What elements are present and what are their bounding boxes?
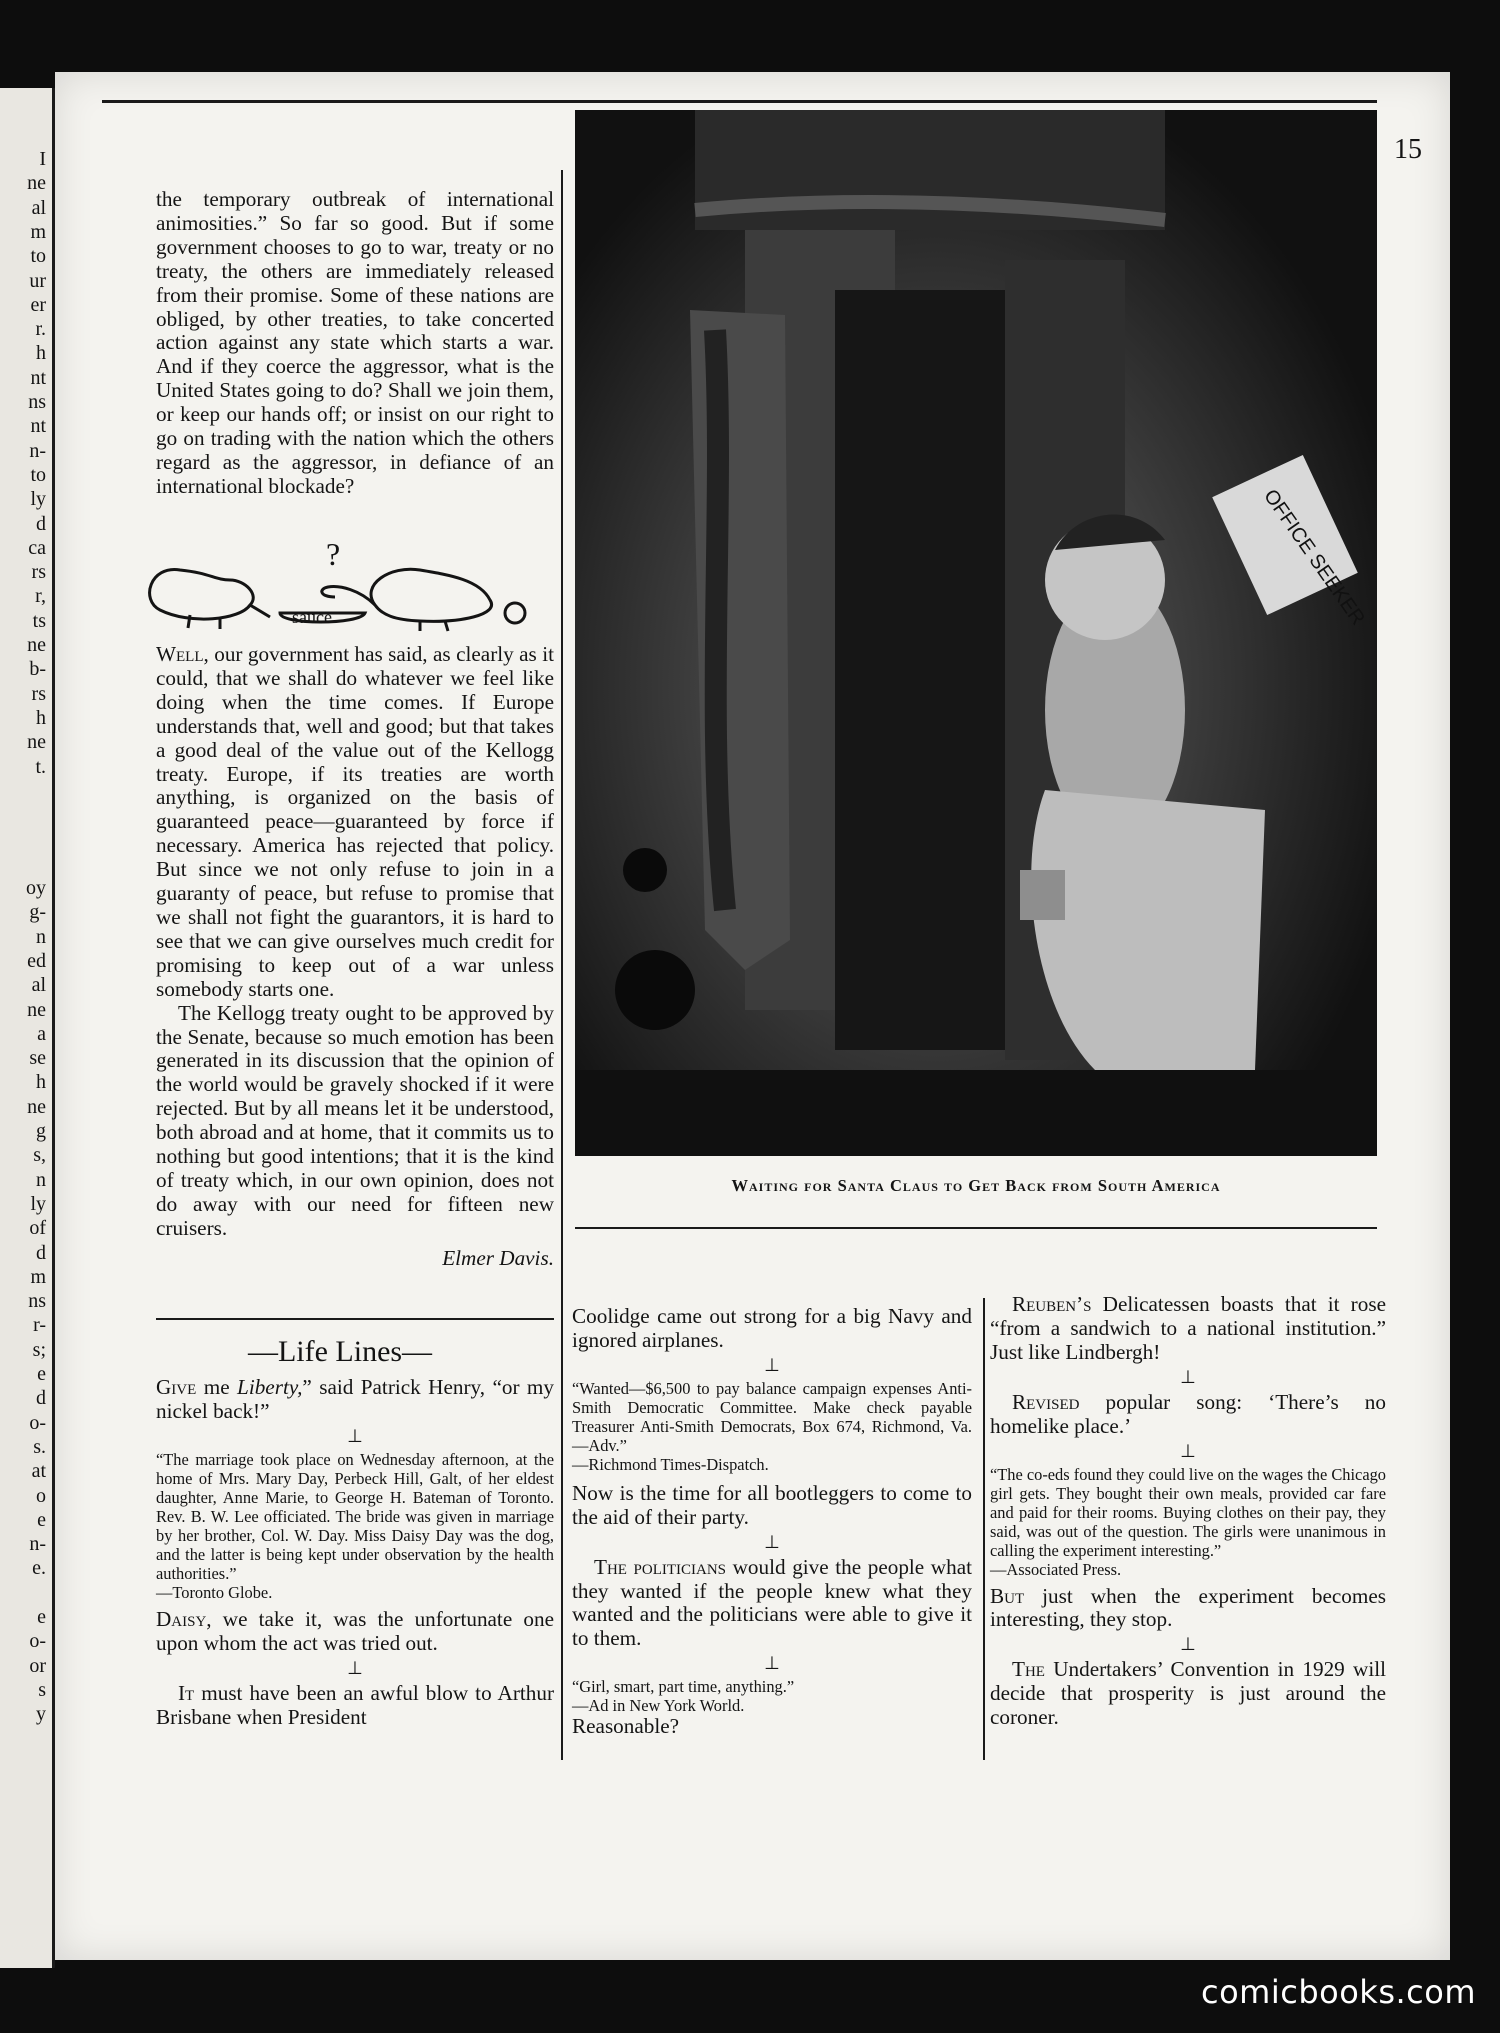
paragraph-2-lead: Well,	[156, 642, 209, 666]
margin-fragment: ns	[28, 1290, 46, 1313]
margin-fragment: b-	[29, 658, 46, 681]
margin-fragment: t.	[35, 755, 46, 778]
reubens-item	[990, 1293, 1386, 1365]
coolidge-item: Coolidge came out strong for a big Navy and ignored airplanes.	[572, 1304, 972, 1352]
margin-fragment: ne	[27, 998, 46, 1021]
margin-fragment: ns	[28, 391, 46, 413]
item-lead: Give	[156, 1375, 197, 1399]
bootleggers-item: Now is the time for all bootleggers to come to the aid of their party.	[572, 1480, 972, 1529]
margin-fragment: al	[31, 196, 46, 219]
margin-fragment: at	[31, 1460, 46, 1483]
editorial-paragraph-2	[156, 643, 554, 1002]
anti-smith-quote: “Wanted—$6,500 to pay balance campaign expenses Anti-Smith Democratic Committee. Make check payable Treasurer Anti-Smith Democrats, Box 674, Richmond, Va.—Adv.”	[572, 1378, 972, 1455]
reasonable-item: Reasonable?	[572, 1714, 680, 1739]
margin-fragment: se	[29, 1047, 46, 1070]
item-lead: It	[178, 1680, 195, 1705]
margin-fragment: n	[36, 1168, 46, 1191]
margin-fragment: o	[36, 1484, 46, 1507]
ducks-sauce-illustration	[120, 525, 540, 635]
item-emphasis: Liberty,	[237, 1375, 303, 1399]
politicians-item	[572, 1556, 972, 1652]
margin-fragment: rs	[31, 561, 46, 584]
margin-fragment: ne	[27, 172, 46, 195]
item-text: we take it, was the unfortunate one upon whom the act was tried out.	[156, 1606, 554, 1655]
ducks-question-mark: ?	[326, 536, 341, 572]
separator-mark: ⊥	[347, 1657, 363, 1679]
margin-fragment: e	[37, 1363, 46, 1385]
item-lead: Reuben’s	[1012, 1292, 1092, 1316]
cartoon-caption: Waiting for Santa Claus to Get Back from South America	[731, 1176, 1221, 1195]
margin-fragment: al	[31, 974, 46, 997]
margin-fragment: d	[36, 512, 46, 535]
margin-fragment: of	[29, 1217, 46, 1240]
margin-fragment: n-	[29, 1533, 46, 1556]
margin-fragment: ly	[30, 488, 46, 511]
item-lead: Revised	[1012, 1389, 1080, 1414]
margin-fragment: n-	[29, 439, 46, 462]
brisbane-item	[156, 1682, 554, 1730]
item-text: would give the people what they wanted if the people knew what they wanted and the politicians were able to give it to them.	[572, 1554, 972, 1651]
margin-fragment: or	[29, 1654, 46, 1677]
editorial-paragraph-3: The Kellogg treaty ought to be approved by the Senate, because so much emotion has been generated in its discussion that the opinion of the world would be gravely shocked if it were rejected. But by all means let it be understood, both abroad and at home, that it commits us to nothing but good intentions; that it is the kind of treaty which, in our own opinion, does not do away with our need for fifteen new cruisers.	[156, 1000, 554, 1240]
margin-fragment: to	[30, 463, 46, 486]
item-text: me	[196, 1375, 238, 1399]
daisy-item	[156, 1608, 554, 1656]
margin-fragment: r,	[35, 585, 46, 608]
quote-source: —Associated Press.	[990, 1559, 1122, 1579]
margin-fragment: d	[36, 1387, 46, 1410]
separator-mark: ⊥	[764, 1653, 780, 1675]
margin-fragment: g-	[29, 901, 46, 924]
margin-fragment: e	[37, 1606, 46, 1628]
margin-fragment: e.	[32, 1557, 46, 1580]
item-text: just when the experiment becomes interesting, they stop.	[990, 1583, 1386, 1632]
cartoon-illustration	[575, 110, 1377, 1156]
item-text: must have been an awful blow to Arthur Brisbane when President	[156, 1680, 554, 1729]
margin-fragment: ca	[28, 536, 46, 559]
margin-fragment: m	[30, 220, 46, 243]
margin-fragment: o-	[29, 1411, 46, 1434]
item-lead: The politicians	[594, 1554, 727, 1579]
item-text: Delicatessen boasts that it rose “from a sandwich to a national institution.” Just like Lindbergh!	[990, 1292, 1386, 1364]
section-divider	[156, 1318, 554, 1320]
margin-fragment: s.	[33, 1435, 46, 1458]
item-lead: Daisy,	[156, 1606, 212, 1631]
margin-fragment: s,	[33, 1144, 46, 1167]
item-text: popular song: ‘There’s no homelike place.’	[990, 1389, 1386, 1438]
margin-fragment: er	[30, 293, 46, 316]
paragraph-2-body: our government has said, as clearly as it could, that we shall do whatever we feel like doing when the time comes. If Europe understands that, well and good; but that takes a good deal of the value out of the Kellogg treaty. Europe, if its treaties are worth anything, is organized on the basis of guaranteed peace—guaranteed by force if necessary. America has rejected that policy. But since we not only refuse to join in a guaranty of peace, but refuse to promise that we shall not fight the guarantors, it is hard to see that we can give ourselves much credit for promising to keep out of a war unless somebody starts one.	[156, 642, 554, 1001]
experiment-item	[990, 1585, 1386, 1633]
margin-fragment: m	[30, 1265, 46, 1288]
margin-fragment: e	[37, 1508, 46, 1531]
sauce-label: sauce	[292, 607, 332, 627]
margin-fragment: nt	[30, 366, 46, 389]
margin-fragment: h	[36, 1071, 46, 1094]
margin-fragment: ly	[30, 1192, 46, 1215]
separator-mark: ⊥	[1180, 1440, 1196, 1462]
office-seeker-sign: OFFICE SEEKER	[1259, 485, 1370, 630]
life-lines-column-2	[572, 1305, 972, 1739]
margin-fragment: h	[36, 342, 46, 365]
separator-mark: ⊥	[1180, 1366, 1196, 1388]
item-text: ” said Patrick Henry, “or my nickel back!”	[156, 1375, 555, 1423]
quote-source: —Ad in New York World.	[572, 1696, 745, 1716]
margin-fragment: rs	[31, 682, 46, 705]
popular-song-item	[990, 1391, 1386, 1439]
margin-fragment: g	[36, 1120, 46, 1142]
toronto-globe-quote: “The marriage took place on Wednesday afternoon, at the home of Mrs. Mary Day, Perbeck Hill, Galt, of her eldest daughter, Anne Marie, to George H. Bateman of Toronto. Rev. B. W. Lee officiated. The bride was given in marriage by her brother, Col. W. Day. Miss Daisy Day was the dog, and the latter is being kept under observation by the health authorities.”	[156, 1449, 554, 1583]
item-lead: The	[1012, 1657, 1045, 1682]
margin-fragment: n	[36, 925, 46, 948]
margin-fragment: I	[39, 148, 46, 170]
caption-rule	[575, 1227, 1377, 1229]
margin-fragment: ur	[29, 269, 46, 292]
separator-mark: ⊥	[1180, 1634, 1196, 1656]
margin-fragment: o-	[29, 1630, 46, 1653]
margin-fragment: ne	[27, 731, 46, 754]
watermark-text: comicbooks.com	[1200, 1973, 1476, 2011]
margin-fragment: d	[36, 1241, 46, 1264]
girl-ad-quote: “Girl, smart, part time, anything.”	[572, 1677, 795, 1697]
column-rule-1	[561, 170, 563, 1760]
margin-fragment: oy	[26, 877, 46, 899]
quote-source: —Toronto Globe.	[156, 1582, 273, 1602]
margin-fragment: r.	[35, 318, 46, 341]
margin-fragment: ts	[32, 609, 46, 632]
margin-fragment: nt	[30, 415, 46, 438]
margin-fragment: s;	[32, 1338, 46, 1361]
life-lines-column-1	[156, 1376, 554, 1729]
margin-fragment: y	[36, 1703, 46, 1726]
margin-fragment: s	[38, 1678, 46, 1701]
margin-fragment: h	[36, 706, 46, 729]
margin-fragment: ne	[27, 634, 46, 656]
undertakers-item	[990, 1658, 1386, 1730]
margin-fragment: ed	[27, 949, 46, 972]
margin-fragment: to	[30, 245, 46, 268]
margin-fragment: ne	[27, 1095, 46, 1118]
editorial-column-continued	[156, 643, 554, 1271]
liberty-item	[156, 1376, 554, 1424]
life-lines-title: —Life Lines—	[247, 1335, 433, 1368]
separator-mark: ⊥	[764, 1531, 780, 1553]
editorial-column	[156, 188, 554, 499]
margin-fragment: r-	[33, 1314, 46, 1337]
byline: Elmer Davis.	[442, 1245, 554, 1270]
header-rule	[102, 100, 1377, 103]
quote-source: —Richmond Times-Dispatch.	[572, 1454, 769, 1474]
page-number: 15	[1394, 134, 1422, 165]
separator-mark: ⊥	[764, 1354, 780, 1376]
separator-mark: ⊥	[347, 1425, 363, 1447]
adjacent-page-edge	[0, 88, 55, 1968]
margin-fragment: a	[37, 1022, 46, 1045]
column-rule-2	[983, 1298, 985, 1760]
editorial-paragraph-1: the temporary outbreak of international animosities.” So far so good. But if some government chooses to go to war, treaty or no treaty, the others are immediately released from their promise. Some of these nations are obliged, by other treaties, to take concerted action against any state which starts a war. And if they coerce the aggressor, what is the United States going to do? Shall we join them, or keep our hands off; or insist on our right to go on trading with the nation which the others regard as the aggressor, in defiance of an international blockade?	[156, 187, 554, 498]
life-lines-column-3	[990, 1293, 1386, 1730]
item-lead: But	[990, 1583, 1025, 1608]
item-text: Undertakers’ Convention in 1929 will decide that prosperity is just around the coroner.	[990, 1657, 1386, 1730]
co-eds-quote: “The co-eds found they could live on the wages the Chicago girl gets. They bought their own meals, provided car fare and paid for their rooms. Buying clothes on their pay, they said, was out of the question. The girls were unanimous in calling the experiment interesting.”	[990, 1464, 1386, 1560]
